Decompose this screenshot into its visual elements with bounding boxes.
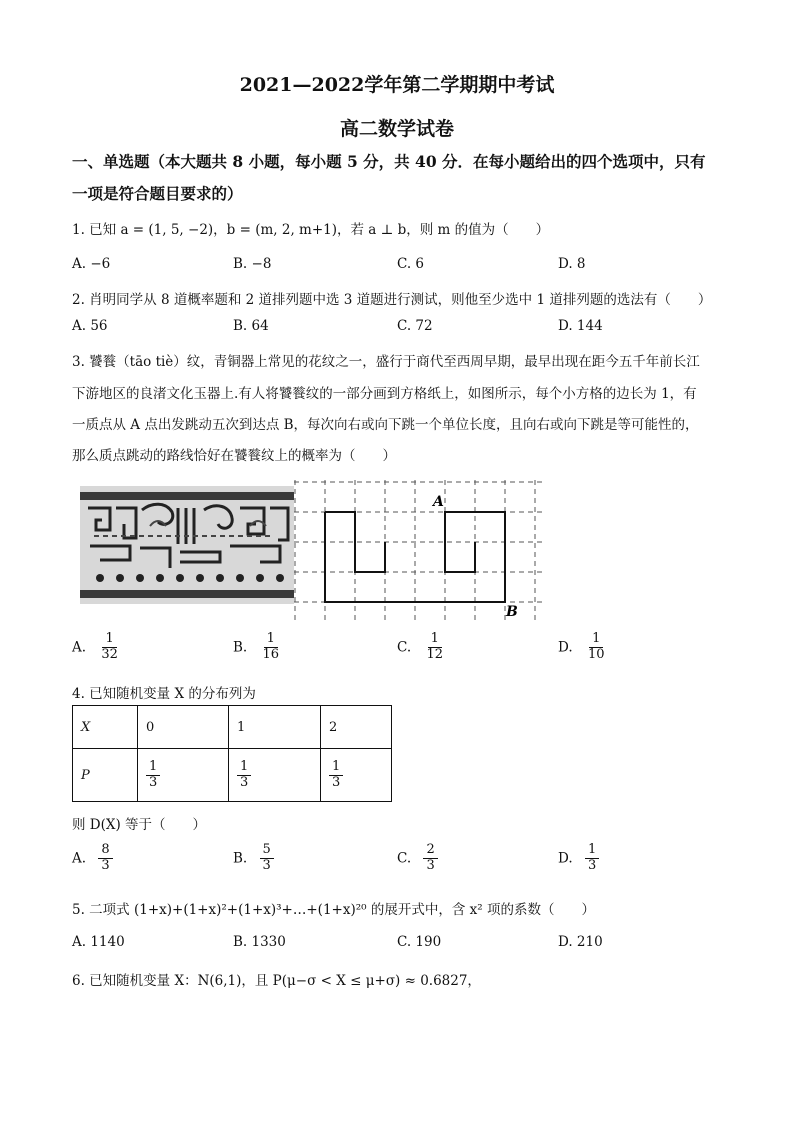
- q3-option-c-num: 1: [428, 632, 442, 648]
- q4-option-b: [233, 843, 274, 874]
- q3-option-a-num: 1: [102, 632, 116, 648]
- q1-option-a: A. −6: [72, 256, 111, 272]
- table-cell: $\frac{1}{3}$: [138, 749, 229, 802]
- q3-option-d: [558, 632, 607, 663]
- grid-diagram: [294, 480, 544, 624]
- q4-option-b-num: 5: [260, 843, 274, 859]
- q3-option-a-label: A.: [72, 639, 87, 656]
- q2-option-a: A. 56: [72, 318, 108, 334]
- q3-stem-line3: 一质点从 A 点出发跳动五次到达点 B，每次向右或向下跳一个单位长度，且向右或向下跳是等可能性的，: [72, 417, 699, 433]
- q4-option-a: [72, 843, 113, 874]
- table-cell: 0: [138, 706, 229, 749]
- q3-stem-line1: 3. 饕餮（tāo tiè）纹，青铜器上常见的花纹之一，盛行于商代至西周早期，最早出现在距今五千年前长江: [72, 354, 700, 370]
- q2-option-d: D. 144: [558, 318, 603, 334]
- table-cell: P: [73, 749, 138, 802]
- q3-stem-line2: 下游地区的良渚文化玉器上.有人将饕餮纹的一部分画到方格纸上，如图所示，每个小方格的边长为 1，有: [72, 386, 697, 402]
- q2-stem: 2. 肖明同学从 8 道概率题和 2 道排列题中选 3 道题进行测试，则他至少选中 1 道排列题的选法有（ ）: [72, 292, 712, 308]
- exam-title: 2021—2022学年第二学期期中考试: [239, 74, 555, 96]
- q3-option-b-label: B.: [233, 639, 248, 656]
- q4-question: 则 D(X) 等于（ ）: [72, 817, 207, 833]
- q4-option-d-label: D.: [558, 850, 573, 867]
- q1-stem: 1. 已知 a = (1, 5, −2)，b = (m, 2, m+1)，若 a ⊥ b，则 m 的值为（ ）: [72, 222, 550, 238]
- q4-option-a-label: A.: [72, 850, 87, 867]
- q4-option-b-den: 3: [262, 857, 271, 873]
- grid-label-a: A: [433, 494, 444, 510]
- q2-option-b: B. 64: [233, 318, 269, 334]
- q4-option-b-label: B.: [233, 850, 248, 867]
- q3-option-d-den: 10: [587, 646, 605, 662]
- table-row: [73, 706, 392, 749]
- q4-stem: 4. 已知随机变量 X 的分布列为: [72, 686, 256, 702]
- exam-subtitle: 高二数学试卷: [339, 118, 454, 140]
- q1-option-b: B. −8: [233, 256, 272, 272]
- q3-option-c-label: C.: [397, 639, 412, 656]
- q3-option-b: [233, 632, 282, 663]
- q5-option-c: C. 190: [397, 934, 442, 950]
- q4-option-d-num: 1: [585, 843, 599, 859]
- table-cell: 2: [321, 706, 392, 749]
- table-cell: $\frac{1}{3}$: [229, 749, 321, 802]
- table-row: [73, 749, 392, 802]
- q2-option-c: C. 72: [397, 318, 433, 334]
- q3-option-c: [397, 632, 446, 663]
- grid-label-b: B: [506, 604, 518, 620]
- q4-option-a-num: 8: [98, 843, 112, 859]
- q4-option-c-num: 2: [423, 843, 437, 859]
- q4-option-c-den: 3: [426, 857, 435, 873]
- q1-option-d: D. 8: [558, 256, 586, 272]
- q5-option-b: B. 1330: [233, 934, 286, 950]
- q3-option-a-den: 32: [101, 646, 118, 662]
- q3-option-d-label: D.: [558, 639, 573, 656]
- section-heading-line1: 一、单选题（本大题共 8 小题，每小题 5 分，共 40 分．在每小题给出的四个选项中，只有: [72, 152, 706, 171]
- q3-option-d-num: 1: [589, 632, 603, 648]
- q3-option-a: [72, 632, 121, 663]
- q4-option-c: [397, 843, 438, 874]
- q5-stem: 5. 二项式 (1+x)+(1+x)²+(1+x)³+…+(1+x)²⁰ 的展开式中，含 x² 项的系数（ ）: [72, 902, 595, 918]
- taotie-pattern-image: [80, 486, 294, 604]
- q4-option-c-label: C.: [397, 850, 412, 867]
- table-cell: $\frac{1}{3}$: [321, 749, 392, 802]
- q5-option-a: A. 1140: [72, 934, 125, 950]
- q3-option-c-den: 12: [426, 646, 443, 662]
- q3-option-b-den: 16: [262, 646, 280, 662]
- q4-option-a-den: 3: [101, 857, 110, 873]
- q5-option-d: D. 210: [558, 934, 603, 950]
- section-heading-line2: 一项是符合题目要求的）: [72, 184, 243, 203]
- table-cell: X: [73, 706, 138, 749]
- q3-option-b-num: 1: [264, 632, 278, 648]
- table-cell: 1: [229, 706, 321, 749]
- q4-option-d: [558, 843, 599, 874]
- q4-option-d-den: 3: [587, 857, 597, 873]
- distribution-table: [72, 705, 392, 802]
- q3-stem-line4: 那么质点跳动的路线恰好在饕餮纹上的概率为（ ）: [72, 448, 396, 464]
- q1-option-c: C. 6: [397, 256, 425, 272]
- q6-stem: 6. 已知随机变量 X：N(6,1)，且 P(μ−σ < X ≤ μ+σ) ≈ 0.6827，: [72, 973, 481, 989]
